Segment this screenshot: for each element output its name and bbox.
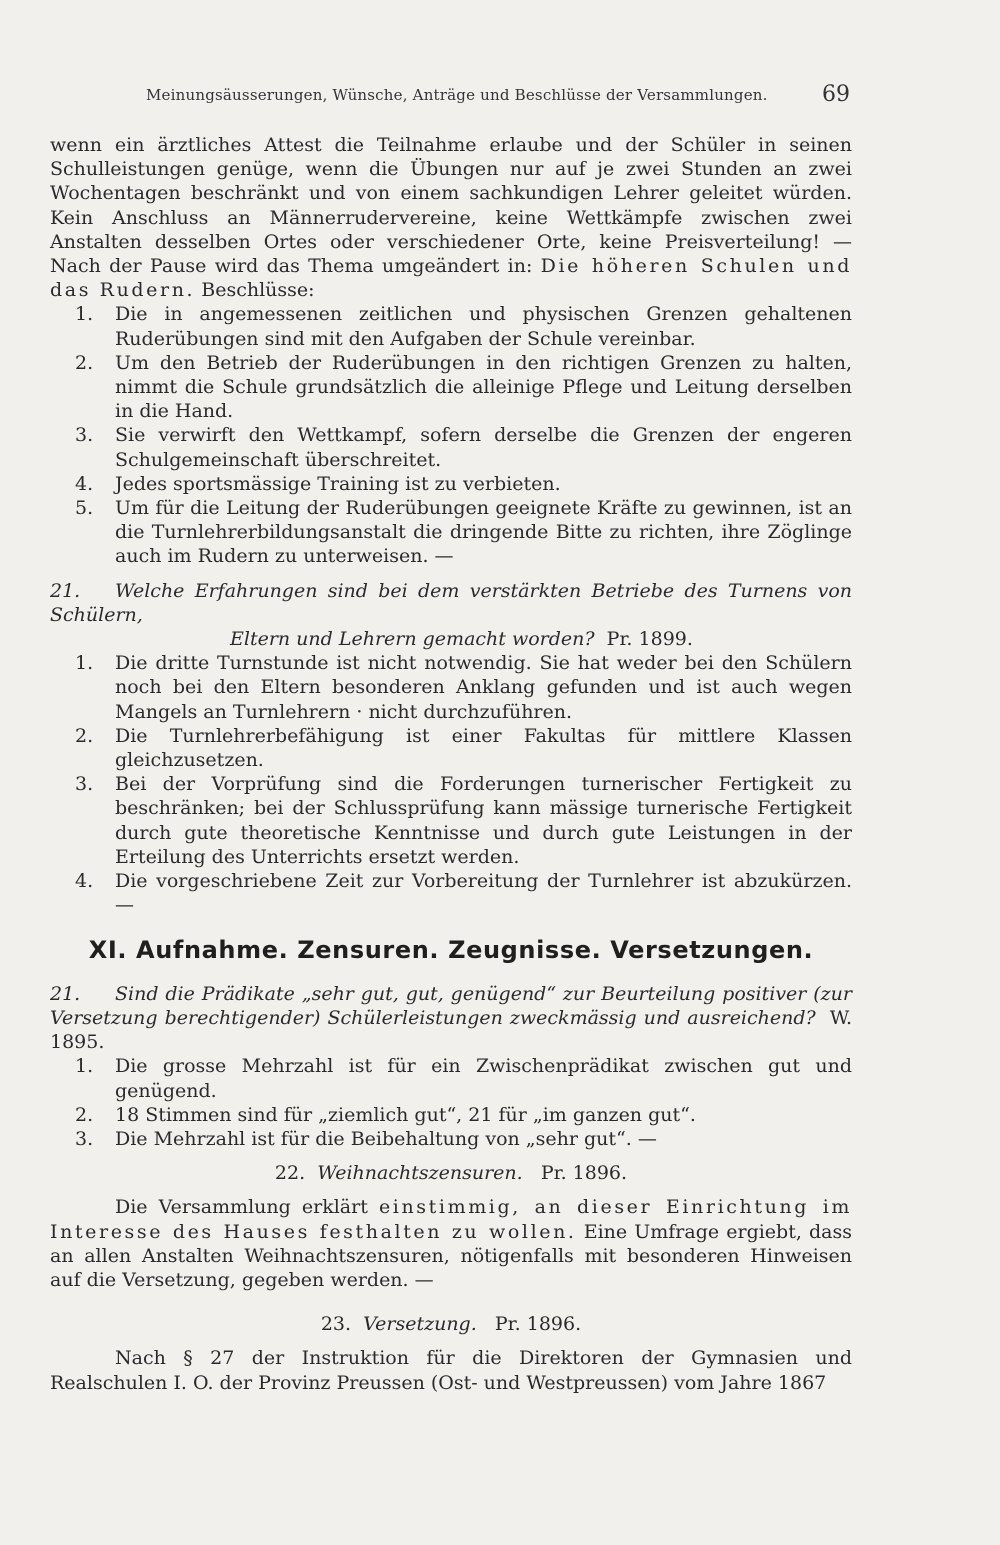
question-source: W. 1895. <box>50 1006 852 1054</box>
list-item <box>50 351 852 424</box>
list-item <box>50 772 852 869</box>
item-text: Die Mehrzahl ist für die Beibehaltung von „sehr gut“. — <box>115 1127 657 1150</box>
list-item <box>50 472 852 496</box>
item-text: 18 Stimmen sind für „ziemlich gut“, 21 für „im ganzen gut“. <box>115 1103 696 1126</box>
intro-text-2: Beschlüsse: <box>195 279 315 302</box>
item-number: 3. <box>75 1127 94 1150</box>
list-item <box>50 869 852 917</box>
item-text: Jedes sportsmässige Training ist zu verbieten. <box>115 472 561 495</box>
intro-paragraph <box>50 133 852 302</box>
praedikate-points <box>50 1054 852 1151</box>
topic-source: Pr. 1896. <box>494 1313 582 1336</box>
question-title-line1: Welche Erfahrungen sind bei dem verstärkten Betriebe des Turnens von Schülern, <box>50 579 852 626</box>
item-text: Die in angemessenen zeitlichen und physischen Grenzen gehaltenen Ruderübungen sind mit den Aufgaben der Schule vereinbar. <box>115 303 852 350</box>
list-item <box>50 302 852 350</box>
list-item <box>50 724 852 772</box>
body-text <box>50 133 852 1395</box>
turnen-points <box>50 651 852 917</box>
topic-22-text-2: Eine Umfrage ergiebt, dass an allen Anstalten Weihnachtszensuren, nötigenfalls mit besonderen Hinweisen auf die Versetzung, gegeben werden. — <box>50 1220 853 1291</box>
item-text: Die grosse Mehrzahl ist für ein Zwischenprädikat zwischen gut und genügend. <box>115 1055 852 1102</box>
question-title: Sind die Prädikate „sehr gut, gut, genügend“ zur Beurteilung positiver (zur Versetzung berechtigender) Schülerleistungen zweckmässig und ausreichend? <box>50 982 852 1029</box>
topic-22-spaced-text: einstimmig, an dieser Einrichtung im Interesse des Hauses festhalten zu wollen. <box>50 1196 852 1243</box>
topic-22-text-1: Die Versammlung erklärt <box>115 1196 379 1219</box>
topic-title: Weihnachtszensuren. <box>317 1162 523 1185</box>
item-text: Die vorgeschriebene Zeit zur Vorbereitung der Turnlehrer ist abzukürzen. — <box>115 870 852 917</box>
item-text: Sie verwirft den Wettkampf, sofern derselbe die Grenzen der engeren Schulgemeinschaft überschreitet. <box>115 424 852 471</box>
topic-22-heading <box>50 1161 852 1185</box>
item-number: 2. <box>75 724 94 747</box>
topic-23-paragraph: Nach § 27 der Instruktion für die Direktoren der Gymnasien und Realschulen I. O. der Provinz Preussen (Ost- und Westpreussen) vom Jahre 1867 <box>50 1347 852 1394</box>
item-number: 3. <box>75 424 94 447</box>
topic-source: Pr. 1896. <box>540 1162 628 1185</box>
item-number: 2. <box>75 1103 94 1126</box>
item-number: 5. <box>75 497 94 520</box>
list-item <box>50 651 852 724</box>
item-number: 3. <box>75 773 94 796</box>
question-title-line2: Eltern und Lehrern gemacht worden? <box>230 628 595 651</box>
item-text: Die dritte Turnstunde ist nicht notwendig. Sie hat weder bei den Schülern noch bei den Eltern besonderen Anklang gefunden und ist auch wegen Mangels an Turnlehrern · nicht durchzuführen. <box>115 652 852 723</box>
question-source: Pr. 1899. <box>606 628 693 651</box>
page-number: 69 <box>822 82 850 107</box>
topic-23-heading <box>50 1312 852 1336</box>
question-continuation <box>50 627 852 651</box>
rudern-resolutions <box>50 302 852 568</box>
list-item <box>50 1103 852 1127</box>
topic-number: 22. <box>274 1162 306 1185</box>
topic-title: Versetzung. <box>363 1313 477 1336</box>
intro-spaced-topic: Die höheren Schulen und das Rudern. <box>50 255 852 302</box>
question-21-praedikate <box>50 982 852 1055</box>
item-text: Die Turnlehrerbefähigung ist einer Fakultas für mittlere Klassen gleichzusetzen. <box>115 724 852 772</box>
item-number: 2. <box>75 351 94 374</box>
list-item <box>50 1054 852 1102</box>
item-number: 1. <box>75 652 94 675</box>
item-number: 4. <box>75 472 94 495</box>
list-item <box>50 1127 852 1151</box>
item-text: Um den Betrieb der Ruderübungen in den richtigen Grenzen zu halten, nimmt die Schule grundsätzlich die alleinige Pflege und Leitung derselben in die Hand. <box>115 351 852 423</box>
item-number: 1. <box>75 303 94 326</box>
question-21-turnen <box>50 579 852 652</box>
topic-22-paragraph <box>50 1195 852 1292</box>
question-number: 21. <box>50 579 81 602</box>
list-item <box>50 496 852 569</box>
item-number: 4. <box>75 870 94 893</box>
question-number: 21. <box>50 982 81 1005</box>
item-number: 1. <box>75 1055 94 1078</box>
intro-text-1: wenn ein ärztliches Attest die Teilnahme erlaube und der Schüler in seinen Schulleistungen genüge, wenn die Übungen nur auf je zwei Stunden an zwei Wochentagen beschränkt und von einem sachkundigen Lehrer geleitet würden. Kein Anschluss an Männerrudervereine, keine Wettkämpfe zwischen zwei Anstalten desselben Ortes oder verschiedener Orte, keine Preisverteilung! — Nach der Pause wird das Thema umgeändert in: <box>50 134 852 278</box>
item-text: Um für die Leitung der Ruderübungen geeignete Kräfte zu gewinnen, ist an die Turnlehrerbildungsanstalt die dringende Bitte zu richten, ihre Zöglinge auch im Rudern zu unterweisen. — <box>115 497 852 568</box>
list-item <box>50 423 852 471</box>
running-head: Meinungsäusserungen, Wünsche, Anträge und Beschlüsse der Versammlungen. <box>146 86 768 104</box>
section-heading: XI. Aufnahme. Zensuren. Zeugnisse. Versetzungen. <box>88 935 814 964</box>
item-text: Bei der Vorprüfung sind die Forderungen turnerischer Fertigkeit zu beschränken; bei der Schlussprüfung kann mässige turnerische Fertigkeit durch gute theoretische Kenntnisse und durch gute Leistungen in der Erteilung des Unterrichts ersetzt werden. <box>115 773 852 868</box>
topic-number: 23. <box>320 1313 352 1336</box>
